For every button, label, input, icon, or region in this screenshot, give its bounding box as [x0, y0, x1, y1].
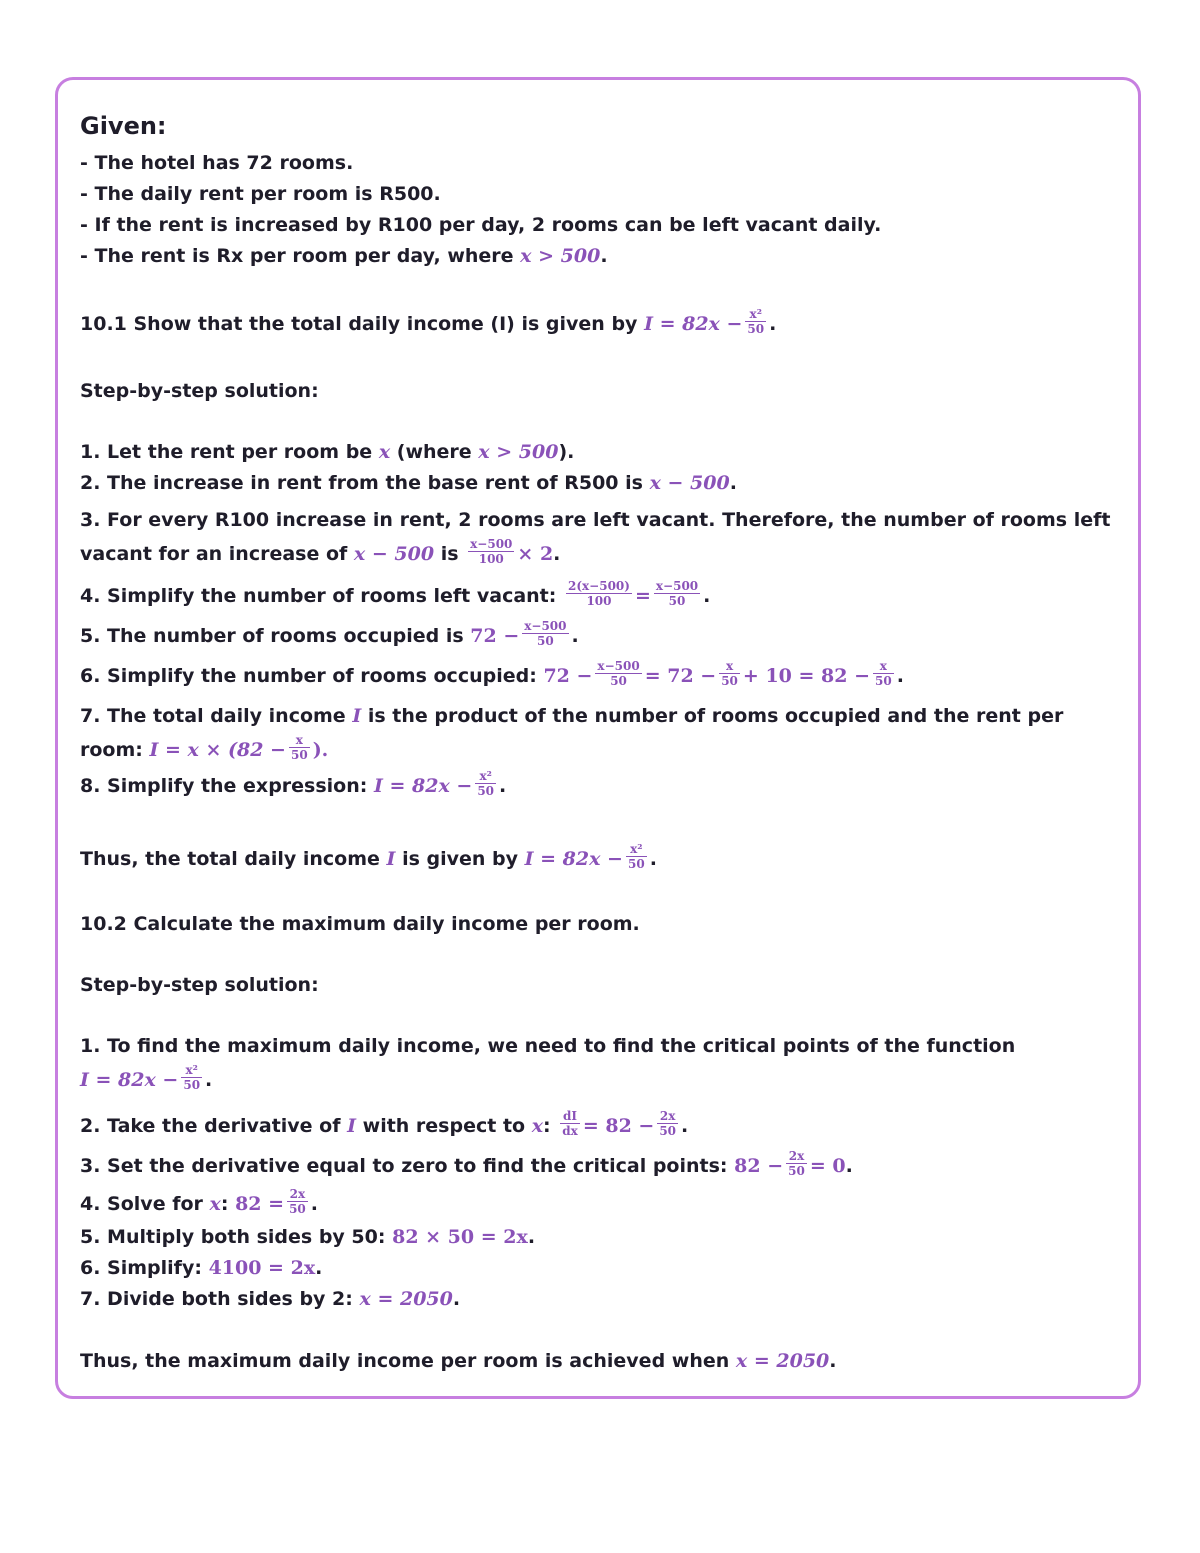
fraction: $\frac{2x}{50}$	[289, 1187, 306, 1216]
step: 4. Simplify the number of rooms left vacant: $\frac{2(x-500)}{100}$ = $\frac{x-500}{50}$ .	[80, 579, 711, 608]
solution-heading: Step-by-step solution:	[80, 380, 319, 402]
step: 6. Simplify the number of rooms occupied: 72 − $\frac{x-500}{50}$ = 72 − $\frac{x}{50}$ + 10 = 82 − $\frac{x}{50}$ .	[80, 659, 904, 688]
fraction: $\frac{\text{x²}}{50}$	[183, 1063, 201, 1092]
fraction: $\frac{x-500}{50}$	[597, 659, 640, 688]
given-item: - The daily rent per room is R500.	[80, 183, 441, 205]
fraction: $\frac{x}{50}$	[290, 733, 308, 762]
fraction: $\frac{x-500}{100}$	[470, 537, 513, 566]
solution-heading: Step-by-step solution:	[80, 974, 319, 996]
fraction: $\frac{x}{50}$	[721, 659, 738, 688]
fraction: $\frac{2x}{50}$	[659, 1109, 677, 1138]
given-item: - The hotel has 72 rooms.	[80, 152, 354, 174]
step: 2. The increase in rent from the base rent of R500 is x − 500.	[80, 472, 737, 494]
step: 6. Simplify: 4100 = 2x.	[80, 1257, 323, 1279]
step: 3. Set the derivative equal to zero to find the critical points: 82 − $\frac{2x}{50}$ = 0.	[80, 1149, 853, 1178]
conclusion: Thus, the maximum daily income per room is achieved when x = 2050.	[80, 1350, 837, 1372]
question-10-1-title: 10.1 Show that the total daily income (I) is given by I = 82x − $\frac{\text{x²}}{50}$ .	[80, 307, 777, 336]
fraction: $\frac{\text{x²}}{50}$	[477, 769, 495, 798]
step: 1. Let the rent per room be x (where x > 500).	[80, 441, 575, 463]
step: 1. To find the maximum daily income, we need to find the critical points of the function	[80, 1035, 1016, 1057]
step: 5. Multiply both sides by 50: 82 × 50 = 2x.	[80, 1226, 536, 1248]
fraction: $\frac{dI}{dx}$	[562, 1109, 578, 1138]
fraction: $\frac{x-500}{50}$	[524, 619, 567, 648]
step: 5. The number of rooms occupied is 72 − $\frac{x-500}{50}$ .	[80, 619, 579, 648]
fraction: $\frac{\text{x²}}{50}$	[627, 842, 645, 871]
given-item: - The rent is Rx per room per day, where x > 500.	[80, 245, 608, 267]
condition-math: x > 500	[520, 245, 601, 267]
conclusion: Thus, the total daily income I is given by I = 82x − $\frac{\text{x²}}{50}$ .	[80, 842, 657, 871]
question-10-2-title: 10.2 Calculate the maximum daily income per room.	[80, 913, 640, 935]
given-item: - If the rent is increased by R100 per day, 2 rooms can be left vacant daily.	[80, 214, 882, 236]
fraction: $\frac{x-500}{50}$	[655, 579, 699, 608]
step: 7. The total daily income I is the product of the number of rooms occupied and the rent per room: I = x × (82 − $\frac{x}{50}$ ).	[80, 705, 1064, 762]
step: 2. Take the derivative of I with respect to x: $\frac{dI}{dx}$ = 82 − $\frac{2x}{50}$ .	[80, 1109, 689, 1138]
fraction: $\frac{2(x-500)}{100}$	[568, 579, 630, 608]
step: 7. Divide both sides by 2: x = 2050.	[80, 1288, 461, 1310]
step-continued: I = 82x − $\frac{\text{x²}}{50}$ .	[80, 1063, 213, 1092]
step: 8. Simplify the expression: I = 82x − $\frac{\text{x²}}{50}$ .	[80, 769, 507, 798]
fraction: $\frac{x}{50}$	[875, 659, 892, 688]
fraction: $\frac{\text{x²}}{50}$	[747, 307, 765, 336]
fraction: $\frac{2x}{50}$	[788, 1149, 805, 1178]
step: 3. For every R100 increase in rent, 2 rooms are left vacant. Therefore, the number of rooms left vacant for an increase of x − 500 is $\frac{x-500}{100}$ × 2.	[80, 509, 1111, 566]
step: 4. Solve for x: 82 = $\frac{2x}{50}$ .	[80, 1187, 318, 1216]
given-heading: Given:	[80, 112, 167, 140]
